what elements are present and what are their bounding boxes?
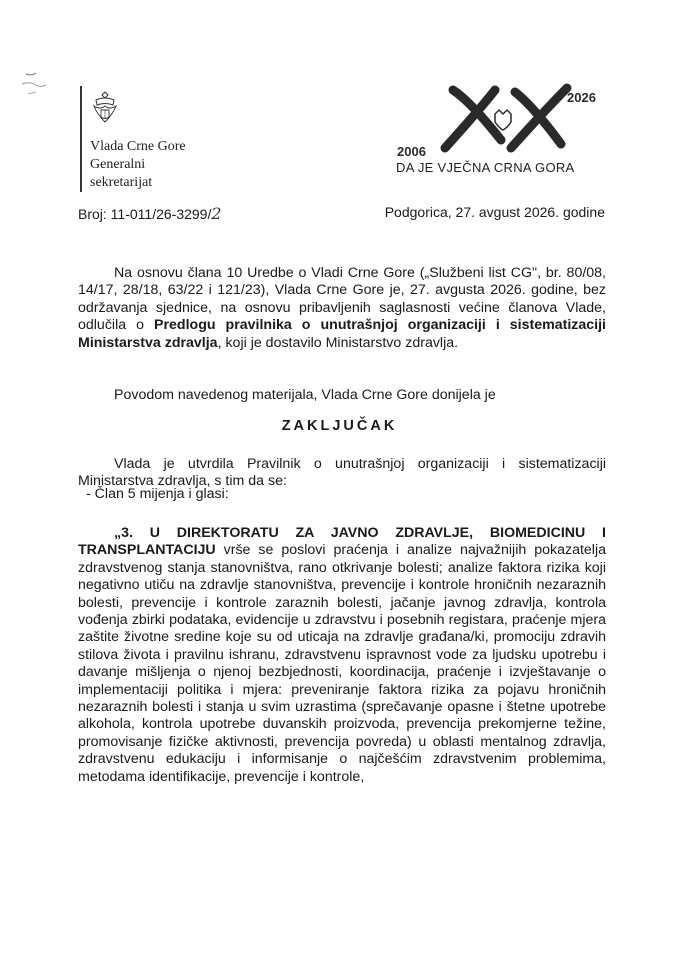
document-date: Podgorica, 27. avgust 2026. godine (384, 204, 605, 220)
issuer-name (90, 138, 186, 192)
reference-handwritten: 2 (211, 204, 222, 223)
intro-text: Na osnovu člana 10 Uredbe o Vladi Crne Gore („Službeni list CG", br. 80/08, 14/17, 28/18, 63/22 i 121/23), Vlada Crne Gore je, 27. avgusta 2026. godine, bez održavanja sjednice, na osnovu pribavljenih saglasnosti većine članova Vlade, odlučila o (78, 265, 606, 334)
article-heading: „3. U DIREKTORATU ZA JAVNO ZDRAVLJE, BIOMEDICINU I TRANSPLANTACIJU (78, 525, 606, 559)
issuer-line: Generalni (90, 157, 146, 172)
intro-paragraph (78, 265, 606, 352)
issuer-divider (80, 86, 82, 192)
document-title: ZAKLJUČAK (281, 418, 398, 434)
logo-tagline: DA JE VJEČNA CRNA GORA (396, 160, 575, 175)
logo-year-right: 2026 (567, 90, 596, 105)
logo-year-left: 2006 (397, 144, 426, 159)
coat-of-arms-icon (90, 90, 120, 124)
issuer-block (80, 86, 250, 194)
reference-label: Broj: 11-011/26-3299/ (78, 206, 212, 222)
handwritten-mark (18, 68, 58, 108)
decision-paragraph: Povodom navedenog materijala, Vlada Crne Gore donijela je (114, 387, 496, 403)
issuer-line: Vlada Crne Gore (90, 139, 186, 154)
issuer-line: sekretarijat (90, 175, 153, 190)
intro-text-end: , koji je dostavilo Ministarstvo zdravlja. (217, 334, 459, 351)
article-body: vrše se poslovi praćenja i analize najvažnijih pokazatelja zdravstvenog stanja stanovništva, rano otkrivanje bolesti; analize faktora rizika koji negativno utiču na zdravlje stanovništva, prevencije i kontrole hroničnih nezaraznih bolesti, prevencije i kontrole zaraznih bolesti, jačanje javnog zdravlja, kontrola vođenja zbirki podataka, evidencije u zdravstvu i posebnih registara, praćenje mjera zaštite životne sredine koje su od uticaja na zdravlje građana/ki, promociju zdravih stilova života i pravilnu ishranu, zdravstvenu ispravnost vode za ljudsku upotrebu i davanje mišljenja o njenoj bezbjednosti, koordinacija, praćenje i izvještavanje o implementaciji politika i mjera: preveniranje faktora rizika za pojavu hroničnih nezaraznih bolesti i stanja u svim uzrastima (sprečavanje opasne i štetne upotrebe alkohola, kontrola upotrebe duvanskih proizvoda, prevencija prekomjerne težine, promovisanje fizičke aktivnosti, prevencija povreda) u oblasti mentalnog zdravlja, zdravstvenu edukaciju i informisanje o najčešćim zdravstvenim problemima, metodama identifikacije, prevencije i kontrole, (78, 542, 606, 785)
article-text (78, 525, 606, 786)
reference-number (78, 204, 222, 223)
amendment-line: - Član 5 mijenja i glasi: (86, 486, 229, 502)
intro-subject: Predlogu pravilnika o unutrašnjoj organizaciji i sistematizaciji Ministarstva zdravlja (78, 317, 606, 351)
conclusion-paragraph: Vlada je utvrdila Pravilnik o unutrašnjoj organizaciji i sistematizaciji Ministarstva zdravlja, s tim da se: (78, 456, 606, 490)
